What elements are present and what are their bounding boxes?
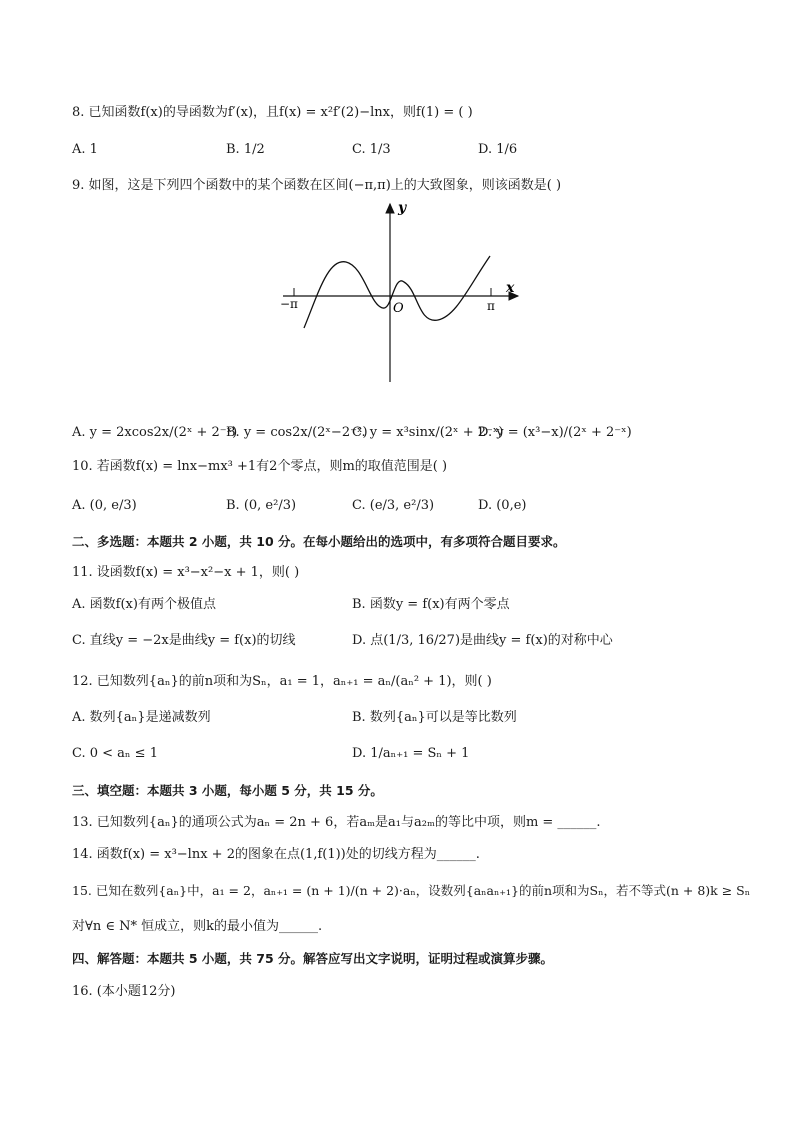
q9-option-d: D. y = (x³−x)/(2ˣ + 2⁻ˣ) [478, 425, 632, 440]
q14-text: 14. 函数f(x) = x³−lnx + 2的图象在点(1,f(1))处的切线方程为______. [72, 847, 480, 862]
q8-stem: 8. 已知函数f(x)的导函数为f′(x)，且f(x) = x²f′(2)−lnx，则f(1) = ( ) [72, 105, 473, 120]
section-4-heading: 四、解答题：本题共 5 小题，共 75 分。解答应写出文字说明，证明过程或演算步骤。 [72, 951, 554, 966]
x-axis-label: x [506, 280, 515, 296]
q9-stem: 9. 如图，这是下列四个函数中的某个函数在区间(−π,π)上的大致图象，则该函数是( ) [72, 178, 562, 193]
q11-option-c: C. 直线y = −2x是曲线y = f(x)的切线 [72, 633, 296, 648]
function-curve [304, 256, 490, 328]
q16-title: 16. (本小题12分) [72, 984, 176, 999]
q12-option-c: C. 0 < aₙ ≤ 1 [72, 746, 158, 761]
q9-function-graph [278, 196, 528, 386]
q9-option-b: B. y = cos2x/(2ˣ−2⁻ˣ) [226, 425, 368, 440]
q8-option-d: D. 1/6 [478, 142, 518, 157]
section-3-heading: 三、填空题：本题共 3 小题，每小题 5 分，共 15 分。 [72, 783, 383, 798]
q8-option-c: C. 1/3 [352, 142, 391, 157]
q13-text: 13. 已知数列{aₙ}的通项公式为aₙ = 2n + 6，若aₘ是a₁与a₂ₘ的等比中项，则m = ______. [72, 815, 601, 830]
q15-line-2: 对∀n ∈ N* 恒成立，则k的最小值为______. [72, 919, 323, 934]
q9-option-c: C. y = x³sinx/(2ˣ + 2⁻ˣ) [352, 425, 504, 440]
q11-option-d: D. 点(1/3, 16/27)是曲线y = f(x)的对称中心 [352, 633, 613, 648]
q12-stem: 12. 已知数列{aₙ}的前n项和为Sₙ，a₁ = 1，aₙ₊₁ = aₙ/(aₙ² + 1)，则( ) [72, 674, 492, 689]
pi-label: π [487, 299, 495, 313]
q11-option-b: B. 函数y = f(x)有两个零点 [352, 597, 510, 612]
q12-option-a: A. 数列{aₙ}是递减数列 [72, 710, 211, 725]
q10-option-b: B. (0, e²/3) [226, 498, 297, 513]
q12-option-b: B. 数列{aₙ}可以是等比数列 [352, 710, 517, 725]
q12-option-d: D. 1/aₙ₊₁ = Sₙ + 1 [352, 746, 470, 761]
neg-pi-label: −π [280, 297, 298, 311]
q11-stem: 11. 设函数f(x) = x³−x²−x + 1，则( ) [72, 565, 300, 580]
q9-option-a: A. y = 2xcos2x/(2ˣ + 2⁻ˣ) [72, 425, 238, 440]
section-2-heading: 二、多选题：本题共 2 小题，共 10 分。在每小题给出的选项中，有多项符合题目要求。 [72, 534, 566, 549]
q8-option-b: B. 1/2 [226, 142, 265, 157]
q10-option-d: D. (0,e) [478, 498, 527, 513]
q10-option-a: A. (0, e/3) [72, 498, 137, 513]
q15-line-1: 15. 已知在数列{aₙ}中，a₁ = 2，aₙ₊₁ = (n + 1)/(n + 2)·aₙ，设数列{aₙaₙ₊₁}的前n项和为Sₙ，若不等式(n + 8)k ≥ Sₙ [72, 883, 751, 898]
q10-option-c: C. (e/3, e²/3) [352, 498, 435, 513]
q8-option-a: A. 1 [72, 142, 98, 157]
origin-label: O [393, 301, 404, 316]
y-axis-label: y [398, 200, 407, 216]
q11-option-a: A. 函数f(x)有两个极值点 [72, 597, 216, 612]
q10-stem: 10. 若函数f(x) = lnx−mx³ +1有2个零点，则m的取值范围是( ) [72, 459, 448, 474]
